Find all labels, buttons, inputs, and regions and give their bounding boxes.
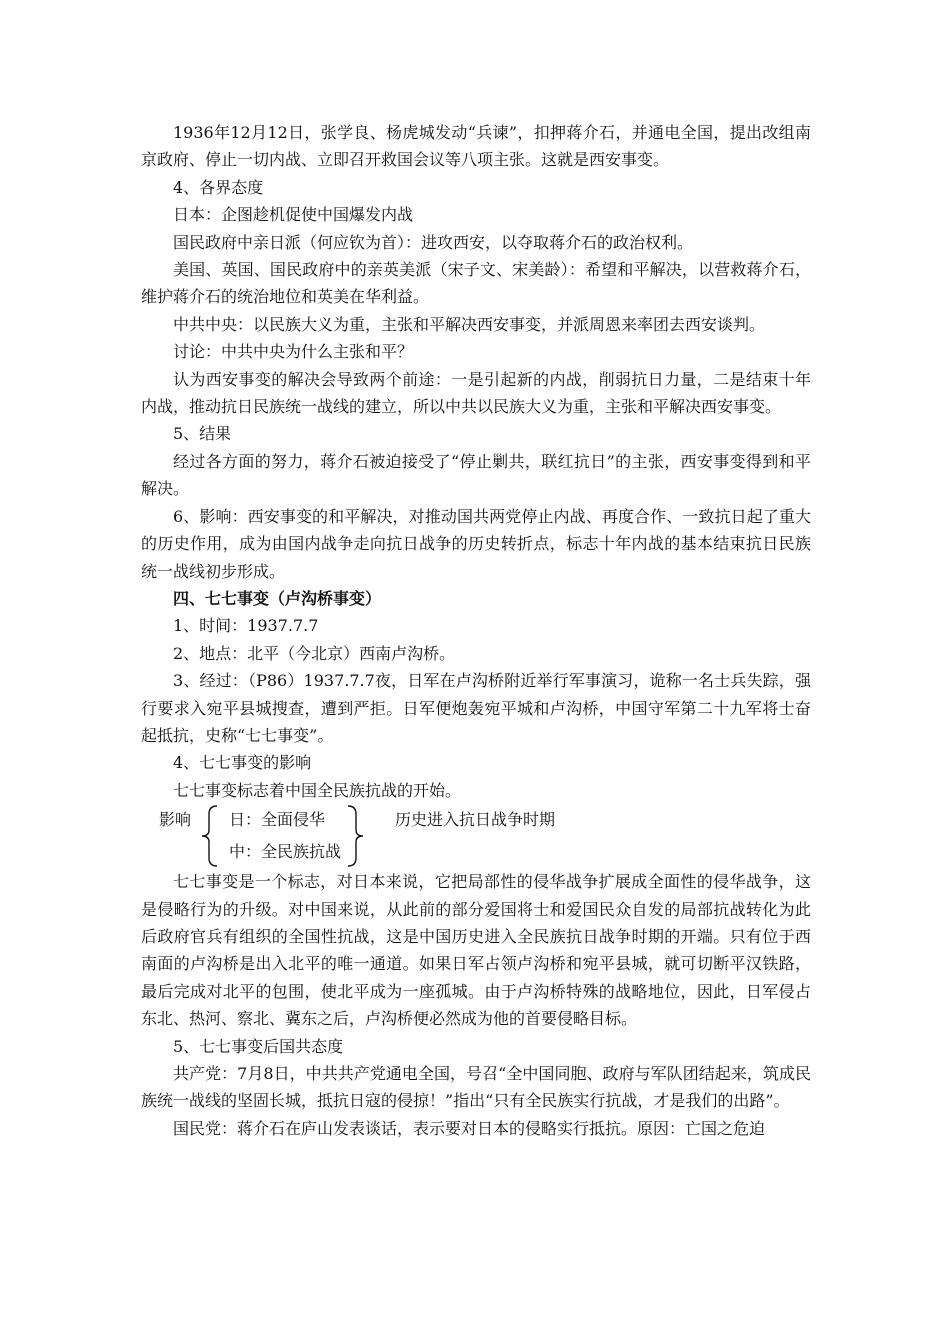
diagram-row-japan: 日：全面侵华 (229, 810, 326, 830)
paragraph: 七七事变是一个标志，对日本来说，它把局部性的侵华战争扩展成全面性的侵华战争，这是侵略行为的升级。对中国来说，从此前的部分爱国将士和爱国民众自发的局部抗战转化为此后政府官兵有组织的全国性抗战，这是中国历史进入全民族抗日战争时期的开端。只有位于西南面的卢沟桥是出入北平的唯一通道。如果日军占领卢沟桥和宛平县城，就可切断平汉铁路，最后完成对北平的包围，使北平成为一座孤城。由于卢沟桥特殊的战略地位，因此，日军侵占东北、热河、察北、冀东之后，卢沟桥便必然成为他的首要侵略目标。 (141, 872, 811, 1029)
paragraph: 1、时间：1937.7.7 (173, 616, 319, 636)
paragraph: 国民政府中亲日派（何应钦为首）：进攻西安，以夺取蒋介石的政治权利。 (173, 232, 694, 252)
paragraph: 讨论：中共中央为什么主张和平？ (173, 342, 414, 362)
paragraph-group-bottom (141, 868, 811, 1142)
paragraph: 6、影响：西安事变的和平解决，对推动国共两党停止内战、再度合作、一致抗日起了重大的历史作用，成为由国内战争走向抗日战争的历史转折点，标志十年内战的基本结束抗日民族统一战线初步形成。 (141, 506, 811, 581)
paragraph: 5、七七事变后国共态度 (173, 1036, 344, 1056)
paragraph: 经过各方面的努力，蒋介石被迫接受了“停止剿共，联红抗日”的主张，西安事变得到和平解决。 (141, 451, 811, 499)
section-heading: 四、七七事变（卢沟桥事变） (173, 588, 382, 608)
paragraph: 4、七七事变的影响 (173, 753, 312, 773)
paragraph: 七七事变标志着中国全民族抗战的开始。 (173, 780, 462, 800)
paragraph: 4、各界态度 (173, 177, 264, 197)
paragraph: 1936年12月12日，张学良、杨虎城发动“兵谏”，扣押蒋介石，并通电全国，提出改组南京政府、停止一切内战、立即召开救国会议等八项主张。这就是西安事变。 (141, 123, 811, 170)
left-brace-icon (199, 804, 221, 868)
paragraph: 共产党：7月8日，中共共产党通电全国，号召“全中国同胞、政府与军队团结起来，筑成民族统一战线的坚固长城，抵抗日寇的侵掠！”指出“只有全民族实行抗战，才是我们的出路”。 (141, 1064, 811, 1111)
paragraph: 5、结果 (173, 424, 232, 444)
paragraph: 3、经过：（P86）1937.7.7夜，日军在卢沟桥附近举行军事演习，诡称一名士兵失踪，强行要求入宛平县城搜查，遭到严拒。日军便炮轰宛平城和卢沟桥，中国守军第二十九军将士奋起抵抗，史称“七七事变”。 (141, 671, 811, 745)
paragraph: 2、地点：北平（今北京）西南卢沟桥。 (173, 643, 456, 663)
paragraph: 国民党：蒋介石在庐山发表谈话，表示要对日本的侵略实行抵抗。原因：亡国之危迫 (173, 1118, 766, 1138)
paragraph: 日本：企图趁机促使中国爆发内战 (173, 205, 414, 225)
paragraph: 中共中央：以民族大义为重，主张和平解决西安事变，并派周恩来率团去西安谈判。 (173, 314, 766, 334)
paragraph-group-top (141, 119, 811, 804)
document-body (141, 119, 811, 1142)
diagram-label: 影响 (159, 810, 192, 830)
diagram-result: 历史进入抗日战争时期 (395, 810, 556, 830)
right-brace-icon (344, 804, 366, 868)
impact-brace-diagram (141, 804, 811, 868)
paragraph: 美国、英国、国民政府中的亲英美派（宋子文、宋美龄）：希望和平解决，以营救蒋介石，维护蒋介石的统治地位和英美在华利益。 (141, 260, 811, 307)
paragraph: 认为西安事变的解决会导致两个前途：一是引起新的内战，削弱抗日力量，二是结束十年内战，推动抗日民族统一战线的建立，所以中共以民族大义为重，主张和平解决西安事变。 (141, 369, 811, 417)
diagram-row-china: 中：全民族抗战 (229, 842, 342, 862)
